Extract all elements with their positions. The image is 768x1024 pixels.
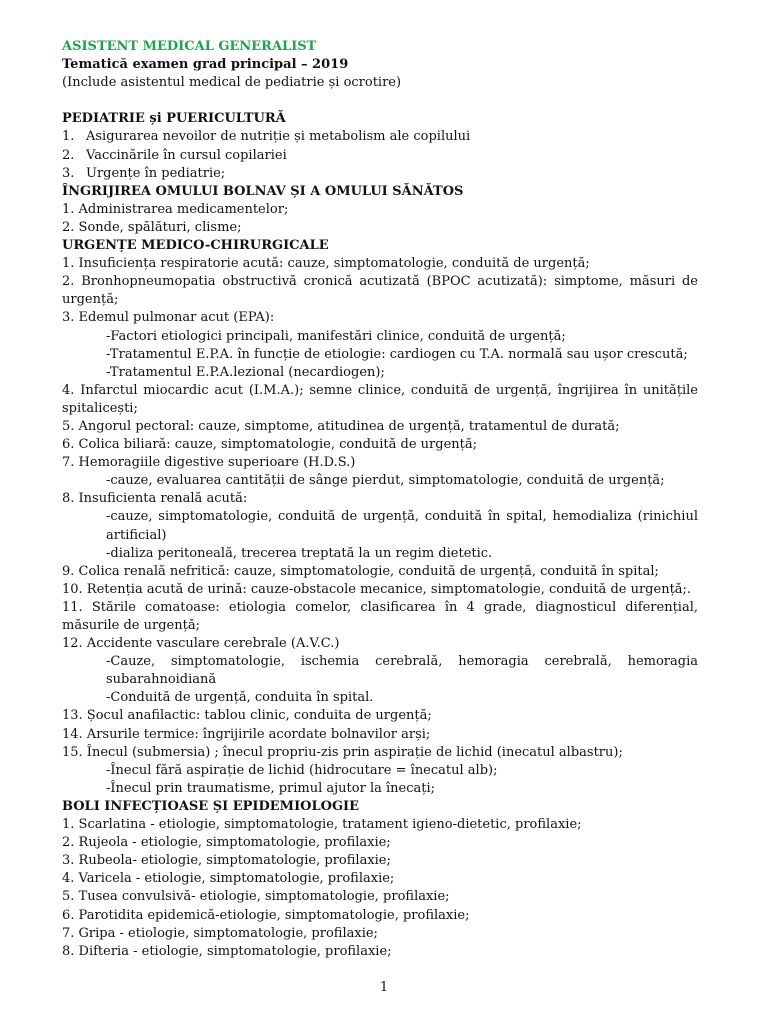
list-item: 7. Hemoragiile digestive superioare (H.D.S.) [62, 455, 356, 471]
list-item [62, 165, 698, 183]
list-item: 14. Arsurile termice: îngrijirile acordate bolnavilor arși; [62, 726, 431, 742]
sub-item: -Tratamentul E.P.A. în funcție de etiologie: cardiogen cu T.A. normală sau ușor crescută; [106, 346, 688, 362]
list-item: 1. Scarlatina - etiologie, simptomatologie, tratament igieno-dietetic, profilaxie; [62, 817, 582, 833]
list-item: 12. Accidente vasculare cerebrale (A.V.C.) [62, 636, 340, 652]
section-heading-pediatrie: PEDIATRIE și PUERICULTURĂ [62, 111, 286, 127]
list-item: 6. Colica biliară: cauze, simptomatologie, conduită de urgență; [62, 437, 478, 453]
list-item: 8. Difteria - etiologie, simptomatologie, profilaxie; [62, 943, 392, 959]
sub-item: -Conduită de urgență, conduita în spital. [106, 690, 374, 706]
list-item: 4. Varicela - etiologie, simptomatologie, profilaxie; [62, 871, 395, 887]
list-item: 3. Edemul pulmonar acut (EPA): [62, 310, 275, 326]
exam-title: Tematică examen grad principal – 2019 [62, 57, 349, 73]
list-item: 3. Rubeola- etiologie, simptomatologie, profilaxie; [62, 853, 391, 869]
sub-item: -cauze, evaluarea cantității de sânge pierdut, simptomatologie, conduită de urgență; [106, 473, 665, 489]
page-number: 1 [379, 980, 389, 995]
list-item: 9. Colica renală nefritică: cauze, simptomatologie, conduită de urgență, conduită în spital; [62, 563, 659, 579]
list-item: 6. Parotidita epidemică-etiologie, simptomatologie, profilaxie; [62, 907, 470, 923]
list-item: 10. Retenția acută de urină: cauze-obstacole mecanice, simptomatologie, conduită de urgență;. [62, 581, 692, 597]
section-heading-boli-infectioase: BOLI INFECȚIOASE ȘI EPIDEMIOLOGIE [62, 798, 360, 814]
sub-item: -Înecul fără aspirație de lichid (hidrocutare = înecatul alb); [106, 762, 498, 778]
spacer [62, 92, 698, 110]
exam-subtitle: (Include asistentul medical de pediatrie și ocrotire) [62, 75, 402, 91]
item-text: Vaccinările în cursul copilariei [86, 147, 287, 163]
sub-item: -Cauze, simptomatologie, ischemia cerebrală, hemoragia cerebrală, hemoragia subarahnoidiană [106, 654, 698, 688]
sub-item: -cauze, simptomatologie, conduită de urgență, conduită în spital, hemodializa (rinichiul artificial) [106, 509, 698, 543]
list-item: 8. Insuficienta renală acută: [62, 491, 248, 507]
list-item: 11. Stările comatoase: etiologia comelor, clasificarea în 4 grade, diagnosticul diferențial, măsurile de urgență; [62, 599, 698, 633]
item-text: Urgențe în pediatrie; [86, 165, 226, 181]
list-item: 5. Tusea convulsivă- etiologie, simptomatologie, profilaxie; [62, 889, 450, 905]
sub-item: -Înecul prin traumatisme, primul ajutor la înecați; [106, 780, 436, 796]
list-item: 15. Înecul (submersia) ; înecul propriu-zis prin aspirație de lichid (inecatul albastru); [62, 744, 623, 760]
item-text: Asigurarea nevoilor de nutriție și metabolism ale copilului [86, 129, 471, 145]
list-item: 2. Bronhopneumopatia obstructivă cronică acutizată (BPOC acutizată): simptome, măsuri de urgență; [62, 274, 698, 308]
list-item: 7. Gripa - etiologie, simptomatologie, profilaxie; [62, 925, 378, 941]
item-number: 2. [62, 147, 75, 163]
sub-item: -Tratamentul E.P.A.lezional (necardiogen); [106, 364, 385, 380]
list-item: 2. Rujeola - etiologie, simptomatologie, profilaxie; [62, 835, 391, 851]
sub-item: -dializa peritoneală, trecerea treptată la un regim dietetic. [106, 545, 493, 561]
list-item: 13. Șocul anafilactic: tablou clinic, conduita de urgență; [62, 708, 432, 724]
list-item [62, 128, 698, 146]
sub-item: -Factori etiologici principali, manifestări clinice, conduită de urgență; [106, 328, 566, 344]
item-number: 1. [62, 129, 75, 145]
list-item: 1. Administrarea medicamentelor; [62, 201, 289, 217]
list-item: 4. Infarctul miocardic acut (I.M.A.); semne clinice, conduită de urgență, îngrijirea în unitățile spitalicești; [62, 382, 698, 416]
document-page [62, 38, 698, 961]
item-number: 3. [62, 165, 75, 181]
section-heading-ingrijire: ÎNGRIJIREA OMULUI BOLNAV ȘI A OMULUI SĂNĂTOS [62, 183, 464, 199]
list-item [62, 147, 698, 165]
list-item: 2. Sonde, spălături, clisme; [62, 219, 242, 235]
list-item: 5. Angorul pectoral: cauze, simptome, atitudinea de urgență, tratamentul de durată; [62, 418, 620, 434]
organization-title: ASISTENT MEDICAL GENERALIST [62, 39, 317, 54]
section-heading-urgente: URGENȚE MEDICO-CHIRURGICALE [62, 238, 329, 254]
list-item: 1. Insuficiența respiratorie acută: cauze, simptomatologie, conduită de urgență; [62, 256, 590, 272]
